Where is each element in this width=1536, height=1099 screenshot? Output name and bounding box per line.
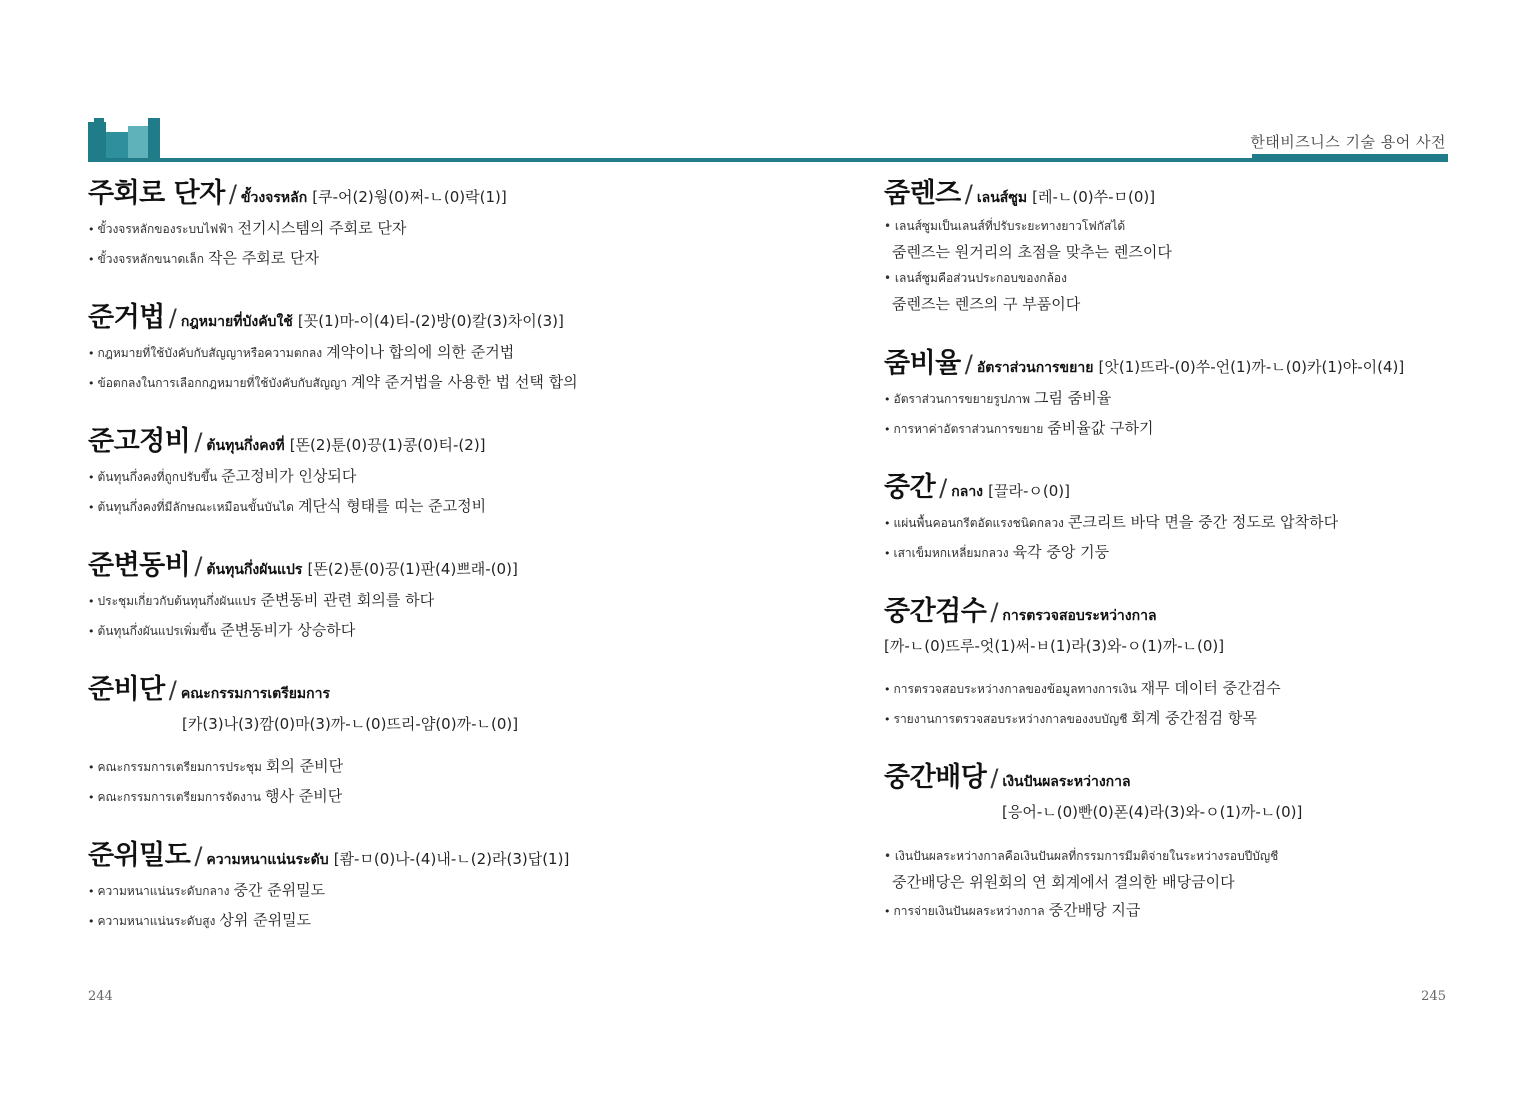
example-korean: 회계 중간점검 항목	[1131, 709, 1257, 727]
example-korean: 콘크리트 바닥 면을 중간 정도로 압착하다	[1067, 513, 1339, 531]
example-line	[88, 752, 768, 782]
entry-headword: 준변동비	[88, 550, 191, 581]
example-line	[884, 538, 1484, 568]
example-korean: 육각 중앙 기둥	[1012, 543, 1110, 561]
example-line	[88, 338, 768, 368]
example-korean: 재무 데이터 중간검수	[1140, 679, 1281, 697]
entry-headword: 중간배당	[884, 762, 987, 793]
example-thai: การหาค่าอัตราส่วนการขยาย	[893, 422, 1044, 436]
example-block	[884, 214, 1484, 318]
right-page-column	[884, 174, 1484, 926]
page-number-right: 245	[1421, 989, 1446, 1004]
dictionary-entry	[88, 174, 768, 274]
example-korean: 행사 준비단	[264, 787, 343, 805]
example-thai: แผ่นพื้นคอนกรีตอัดแรงชนิดกลวง	[893, 516, 1064, 530]
example-thai: ประชุมเกี่ยวกับต้นทุนกึ่งผันแปร	[97, 594, 257, 608]
example-thai: การจ่ายเงินปันผลระหว่างกาล	[893, 904, 1045, 918]
example-line	[88, 492, 768, 522]
entry-thai-term: กฎหมายที่บังคับใช้	[180, 314, 293, 330]
bullet-icon: •	[88, 915, 95, 928]
example-korean: 회의 준비단	[265, 757, 344, 775]
example-korean: 준고정비가 인상되다	[221, 467, 357, 485]
header-rule-accent	[1252, 154, 1448, 158]
entry-headline	[884, 758, 1484, 798]
example-thai: ต้นทุนกึ่งคงที่มีลักษณะเหมือนขั้นบันได	[97, 500, 294, 514]
example-line	[88, 782, 768, 812]
bullet-icon: •	[884, 905, 891, 918]
example-thai: คณะกรรมการเตรียมการจัดงาน	[97, 790, 261, 804]
entry-thai-term: กลาง	[951, 484, 984, 500]
example-thai: อัตราส่วนการขยายรูปภาพ	[893, 392, 1031, 406]
entry-pronunciation: [앗(1)뜨라-(0)쑤-언(1)까-ㄴ(0)카(1)야-이(4)]	[1098, 358, 1405, 376]
example-thai-text: เลนส์ซูมเป็นเลนส์ที่ปรับระยะทางยาวโฟกัสได้	[894, 219, 1126, 233]
example-line	[88, 368, 768, 398]
entry-headword: 줌렌즈	[884, 178, 961, 209]
entry-thai-term: เลนส์ซูม	[976, 190, 1028, 206]
entry-pronunciation: [레-ㄴ(0)쑤-ㅁ(0)]	[1032, 188, 1156, 206]
bullet-icon: •	[884, 713, 891, 726]
example-line	[88, 462, 768, 492]
bullet-icon: •	[884, 517, 891, 530]
example-line	[884, 508, 1484, 538]
entry-headline	[884, 174, 1484, 214]
example-thai: ต้นทุนกึ่งผันแปรเพิ่มขึ้น	[97, 624, 217, 638]
entry-slash: /	[964, 350, 973, 378]
entry-headword: 중간	[884, 472, 936, 503]
entry-slash: /	[228, 180, 237, 208]
bullet-icon: •	[88, 501, 95, 514]
example-korean: 줌렌즈는 원거리의 초점을 맞추는 렌즈이다	[892, 243, 1172, 261]
example-korean: 계약 준거법을 사용한 법 선택 합의	[350, 373, 578, 391]
example-korean: 줌비율값 구하기	[1047, 419, 1154, 437]
example-thai: ความหนาแน่นระดับกลาง	[97, 884, 230, 898]
bullet-icon: •	[884, 271, 895, 285]
entry-headline	[88, 546, 768, 586]
header-logo-blocks	[88, 118, 160, 162]
entry-headword: 준거법	[88, 302, 165, 333]
page-number-left: 244	[88, 989, 113, 1004]
example-thai	[884, 266, 1484, 290]
example-thai: คณะกรรมการเตรียมการประชุม	[97, 760, 262, 774]
entry-pronunciation: [똔(2)툰(0)끙(1)콩(0)티-(2)]	[289, 436, 486, 454]
dictionary-entry	[884, 758, 1484, 926]
entry-thai-term: ต้นทุนกึ่งผันแปร	[206, 562, 303, 578]
example-line	[884, 896, 1484, 926]
dictionary-entry	[88, 298, 768, 398]
example-line	[88, 906, 768, 936]
example-thai: รายงานการตรวจสอบระหว่างกาลของงบบัญชี	[893, 712, 1128, 726]
entry-pronunciation: [끌라-ㅇ(0)]	[988, 482, 1070, 500]
header-block	[128, 126, 148, 162]
example-thai: ต้นทุนกึ่งคงที่ถูกปรับขึ้น	[97, 470, 218, 484]
example-line	[884, 414, 1484, 444]
entry-headline	[88, 174, 768, 214]
example-line	[884, 674, 1484, 704]
example-korean: 전기시스템의 주회로 단자	[237, 219, 407, 237]
entry-headword: 중간검수	[884, 596, 987, 627]
bullet-icon: •	[884, 547, 891, 560]
example-line	[88, 586, 768, 616]
example-line	[88, 876, 768, 906]
entry-headword: 준비단	[88, 674, 165, 705]
dictionary-entry	[884, 174, 1484, 318]
entry-thai-term: ต้นทุนกึ่งคงที่	[206, 438, 285, 454]
header-block	[148, 118, 160, 162]
example-thai: ขั้วงจรหลักขนาดเล็ก	[97, 252, 204, 266]
example-thai-text: เงินปันผลระหว่างกาลคือเงินปันผลที่กรรมการมีมติจ่ายในระหว่างรอบปีบัญชี	[894, 849, 1279, 863]
entry-thai-term: คณะกรรมการเตรียมการ	[180, 686, 331, 702]
bullet-icon: •	[88, 761, 95, 774]
example-line	[884, 384, 1484, 414]
entry-thai-term: อัตราส่วนการขยาย	[976, 360, 1094, 376]
bullet-icon: •	[88, 377, 95, 390]
entry-headline	[88, 670, 768, 710]
entry-headline	[88, 836, 768, 876]
entry-headword: 준고정비	[88, 426, 191, 457]
entry-headline	[884, 592, 1484, 632]
bullet-icon: •	[88, 223, 95, 236]
example-thai: ข้อตกลงในการเลือกกฎหมายที่ใช้บังคับกับสัญญา	[97, 376, 347, 390]
example-thai: การตรวจสอบระหว่างกาลของข้อมูลทางการเงิน	[893, 682, 1137, 696]
example-thai	[884, 214, 1484, 238]
entry-headline	[884, 344, 1484, 384]
example-korean: 계단식 형태를 띠는 준고정비	[297, 497, 487, 515]
entry-pronunciation: [까-ㄴ(0)뜨루-엇(1)써-ㅂ(1)라(3)와-ㅇ(1)까-ㄴ(0)]	[884, 637, 1225, 655]
entry-thai-term: การตรวจสอบระหว่างกาล	[1002, 608, 1157, 624]
entry-pronunciation: [응어-ㄴ(0)빤(0)폰(4)라(3)와-ㅇ(1)까-ㄴ(0)]	[1002, 803, 1303, 821]
example-thai: ความหนาแน่นระดับสูง	[97, 914, 216, 928]
entry-pronunciation: [똔(2)툰(0)끙(1)판(4)쁘래-(0)]	[307, 560, 518, 578]
entry-slash: /	[964, 180, 973, 208]
example-thai-text: เลนส์ซูมคือส่วนประกอบของกล้อง	[894, 271, 1067, 285]
entry-slash: /	[939, 474, 948, 502]
entry-slash: /	[168, 676, 177, 704]
dictionary-entry	[88, 836, 768, 936]
example-korean: 계약이나 합의에 의한 준거법	[326, 343, 515, 361]
header-rule	[88, 158, 1448, 162]
bullet-icon: •	[88, 347, 95, 360]
example-korean: 준변동비가 상승하다	[220, 621, 356, 639]
bullet-icon: •	[88, 253, 95, 266]
bullet-icon: •	[88, 791, 95, 804]
bullet-icon: •	[884, 683, 891, 696]
example-korean: 상위 준위밀도	[219, 911, 312, 929]
dictionary-entry	[88, 670, 768, 812]
entry-headword: 줌비율	[884, 348, 961, 379]
example-korean: 준변동비 관련 회의를 하다	[260, 591, 435, 609]
dictionary-entry	[88, 546, 768, 646]
example-thai: กฎหมายที่ใช้บังคับกับสัญญาหรือความตกลง	[97, 346, 323, 360]
example-korean: 그림 줌비율	[1034, 389, 1112, 407]
entry-thai-term: เงินปันผลระหว่างกาล	[1002, 774, 1131, 790]
dictionary-entry	[884, 592, 1484, 734]
dictionary-entry	[884, 468, 1484, 568]
bullet-icon: •	[884, 849, 895, 863]
entry-slash: /	[168, 304, 177, 332]
entry-slash: /	[990, 598, 999, 626]
entry-thai-term: ความหนาแน่นระดับ	[206, 852, 329, 868]
entry-headword: 주회로 단자	[88, 178, 225, 209]
bullet-icon: •	[884, 219, 895, 233]
bullet-icon: •	[88, 471, 95, 484]
bullet-icon: •	[88, 625, 95, 638]
entry-thai-term: ขั้วงจรหลัก	[240, 190, 308, 206]
bullet-icon: •	[88, 885, 95, 898]
example-thai: เสาเข็มหกเหลี่ยมกลวง	[893, 546, 1009, 560]
example-korean: 작은 주회로 단자	[207, 249, 319, 267]
entry-headline	[88, 298, 768, 338]
example-korean: 중간배당 지급	[1048, 901, 1141, 919]
example-thai	[884, 844, 1484, 868]
book-title: 한태비즈니스 기술 용어 사전	[1250, 133, 1446, 151]
example-line	[884, 704, 1484, 734]
entry-pronunciation: [쾀-ㅁ(0)나-(4)내-ㄴ(2)라(3)답(1)]	[333, 850, 570, 868]
entry-slash: /	[194, 552, 203, 580]
entry-slash: /	[194, 428, 203, 456]
example-line	[88, 244, 768, 274]
bullet-icon: •	[88, 595, 95, 608]
entry-pronunciation: [카(3)나(3)깜(0)마(3)까-ㄴ(0)뜨리-얌(0)까-ㄴ(0)]	[182, 715, 519, 733]
example-block	[884, 844, 1484, 896]
header-block	[94, 118, 104, 162]
entry-headline	[884, 468, 1484, 508]
example-thai: ขั้วงจรหลักของระบบไฟฟ้า	[97, 222, 234, 236]
example-line	[88, 616, 768, 646]
example-korean: 중간 준위밀도	[233, 881, 326, 899]
dictionary-entry	[884, 344, 1484, 444]
bullet-icon: •	[884, 423, 891, 436]
entry-pronunciation: [쿠-어(2)웡(0)쩌-ㄴ(0)락(1)]	[312, 188, 507, 206]
entry-slash: /	[990, 764, 999, 792]
example-korean: 중간배당은 위원회의 연 회계에서 결의한 배당금이다	[892, 873, 1235, 891]
example-line	[88, 214, 768, 244]
left-page-column	[88, 174, 768, 936]
bullet-icon: •	[884, 393, 891, 406]
entry-slash: /	[194, 842, 203, 870]
entry-pronunciation: [꼿(1)마-이(4)티-(2)방(0)칼(3)차이(3)]	[297, 312, 564, 330]
entry-headline	[88, 422, 768, 462]
example-korean: 줌렌즈는 렌즈의 구 부품이다	[892, 295, 1081, 313]
entry-headword: 준위밀도	[88, 840, 191, 871]
dictionary-entry	[88, 422, 768, 522]
